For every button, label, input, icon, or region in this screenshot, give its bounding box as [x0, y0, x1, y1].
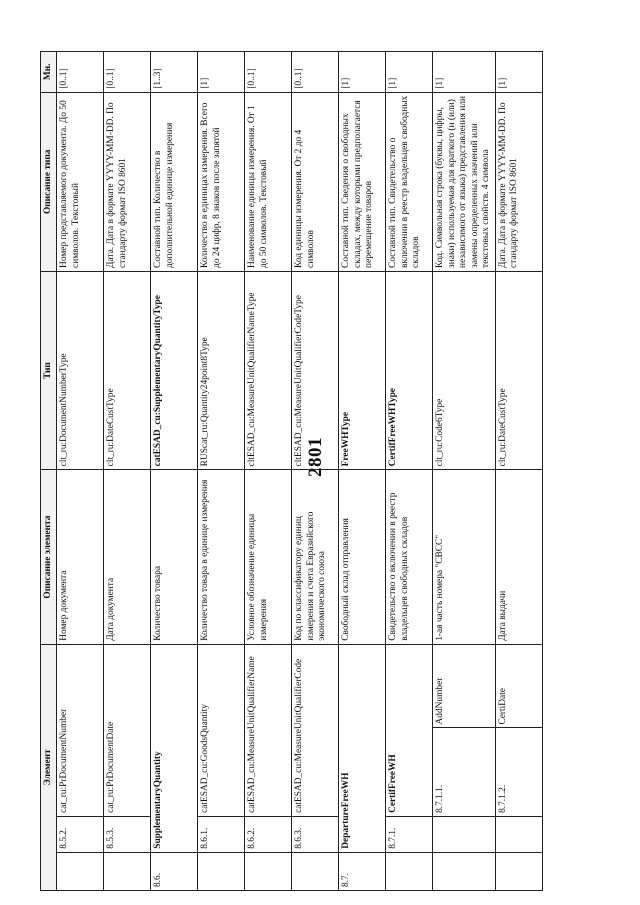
row-number: 8.5.3. [104, 816, 151, 852]
table-row [386, 51, 433, 890]
multiplicity: [1] [386, 51, 433, 92]
type-description: Составной тип. Количество в дополнительной единице измерения [151, 92, 198, 271]
element-description: Количество товара в единице измерения [198, 469, 245, 643]
table-row [198, 51, 245, 890]
row-number: 8.6.2. [245, 816, 292, 852]
multiplicity: [1] [433, 51, 495, 92]
indent-cell [292, 852, 339, 890]
type-description: Дата. Дата в формате YYYY-MM-DD. По стандарту формат ISO 8601 [495, 92, 542, 271]
table-row [433, 51, 495, 890]
element-name: SupplementaryQuantity [151, 644, 198, 852]
element-name: cat_ru:PrDocumentNumber [57, 644, 104, 816]
rotated-table-area [40, 51, 600, 891]
element-description: Дата документа [104, 469, 151, 643]
indent-cell [495, 816, 542, 852]
element-name: catESAD_cu:GoodsQuantity [198, 644, 245, 816]
element-name: DepartureFreeWH [339, 644, 386, 852]
element-type: FreeWHType [339, 271, 386, 469]
element-description: Условное обозначение единицы измерения [245, 469, 292, 643]
element-type: RUScat_ru:Quantity24point8Type [198, 271, 245, 469]
row-number: 8.7.1.2. [495, 728, 542, 816]
multiplicity: [0..1] [104, 51, 151, 92]
type-description: Номер представляемого документа. До 50 символов. Текстовый [57, 92, 104, 271]
element-type: catESAD_cu:SupplementaryQuantityType [151, 271, 198, 469]
row-number: 8.7.1.1. [433, 728, 495, 816]
table-header-row [41, 51, 57, 890]
indent-cell [386, 852, 433, 890]
table-row [245, 51, 292, 890]
header-element: Элемент [41, 644, 57, 890]
indent-cell [57, 852, 104, 890]
row-number: 8.7.1. [386, 816, 433, 852]
multiplicity: [1] [339, 51, 386, 92]
header-type-desc: Описание типа [41, 92, 57, 271]
indent-cell [433, 852, 495, 890]
element-name: CertifFreeWH [386, 644, 433, 816]
page-number: 2801 [305, 437, 326, 477]
row-number: 8.6.3. [292, 816, 339, 852]
type-description: Составной тип. Сведения о свободных складах, между которыми предполагается перемещение товаров [339, 92, 386, 271]
element-type: clt_ru:DocumentNumberType [57, 271, 104, 469]
element-description: 1-ая часть номера "СВСС" [433, 469, 495, 643]
element-description: Свободный склад отправления [339, 469, 386, 643]
element-type: clt_ru:Code6Type [433, 271, 495, 469]
multiplicity: [0..1] [57, 51, 104, 92]
table-body [57, 51, 542, 890]
type-description: Дата. Дата в формате YYYY-MM-DD. По стандарту формат ISO 8601 [104, 92, 151, 271]
multiplicity: [1..3] [151, 51, 198, 92]
element-name: cat_ru:PrDocumentDate [104, 644, 151, 816]
element-type: CertifFreeWHType [386, 271, 433, 469]
element-description: Свидетельство о включении в реестр владельцев свободных складов [386, 469, 433, 643]
multiplicity: [0..1] [245, 51, 292, 92]
indent-cell [495, 852, 542, 890]
table-row [104, 51, 151, 890]
element-description: Дата выдачи [495, 469, 542, 643]
indent-cell [198, 852, 245, 890]
row-number: 8.6.1. [198, 816, 245, 852]
table-row [57, 51, 104, 890]
type-description: Составной тип. Свидетельство о включении в реестр владельцев свободных складов [386, 92, 433, 271]
element-description: Код по классификатору единиц измерения и счета Евразийского экономического союза [292, 469, 339, 643]
header-element-desc: Описание элемента [41, 469, 57, 643]
element-name: catESAD_cu:MeasureUnitQualifierCode [292, 644, 339, 816]
multiplicity: [1] [198, 51, 245, 92]
type-description: Код. Символьная строка (буквы, цифры, знаки) используемая для краткого (и (или) независимого от языка) представления или замены определенных значений или текстовых свойств. 4 символа [433, 92, 495, 271]
type-description: Код единицы измерения. От 2 до 4 символов [292, 92, 339, 271]
row-number: 8.6. [151, 852, 198, 890]
type-description: Количество в единицах измерения. Всего до 24 цифр, 8 знаков после запятой [198, 92, 245, 271]
table-row [495, 51, 542, 890]
element-name: CertiDate [495, 644, 542, 728]
indent-cell [245, 852, 292, 890]
element-type: cltESAD_cu:MeasureUnitQualifierCodeType [292, 271, 339, 469]
header-type: Тип [41, 271, 57, 469]
element-type: cltESAD_cu:MeasureUnitQualifierNameType [245, 271, 292, 469]
table-row [339, 51, 386, 890]
element-name: catESAD_cu:MeasureUnitQualifierName [245, 644, 292, 816]
type-description: Наименование единицы измерения. От 1 до 50 символов. Текстовый [245, 92, 292, 271]
element-type: clt_ru:DateCustType [104, 271, 151, 469]
header-mult: Мн. [41, 51, 57, 92]
element-description: Количество товара [151, 469, 198, 643]
element-description: Номер документа [57, 469, 104, 643]
row-number: 8.7. [339, 852, 386, 890]
element-type: clt_ru:DateCustType [495, 271, 542, 469]
element-table [40, 51, 543, 891]
table-row [151, 51, 198, 890]
indent-cell [433, 816, 495, 852]
indent-cell [104, 852, 151, 890]
row-number: 8.5.2. [57, 816, 104, 852]
element-name: AddNumber [433, 644, 495, 728]
table-row [292, 51, 339, 890]
multiplicity: [1] [495, 51, 542, 92]
multiplicity: [0..1] [292, 51, 339, 92]
